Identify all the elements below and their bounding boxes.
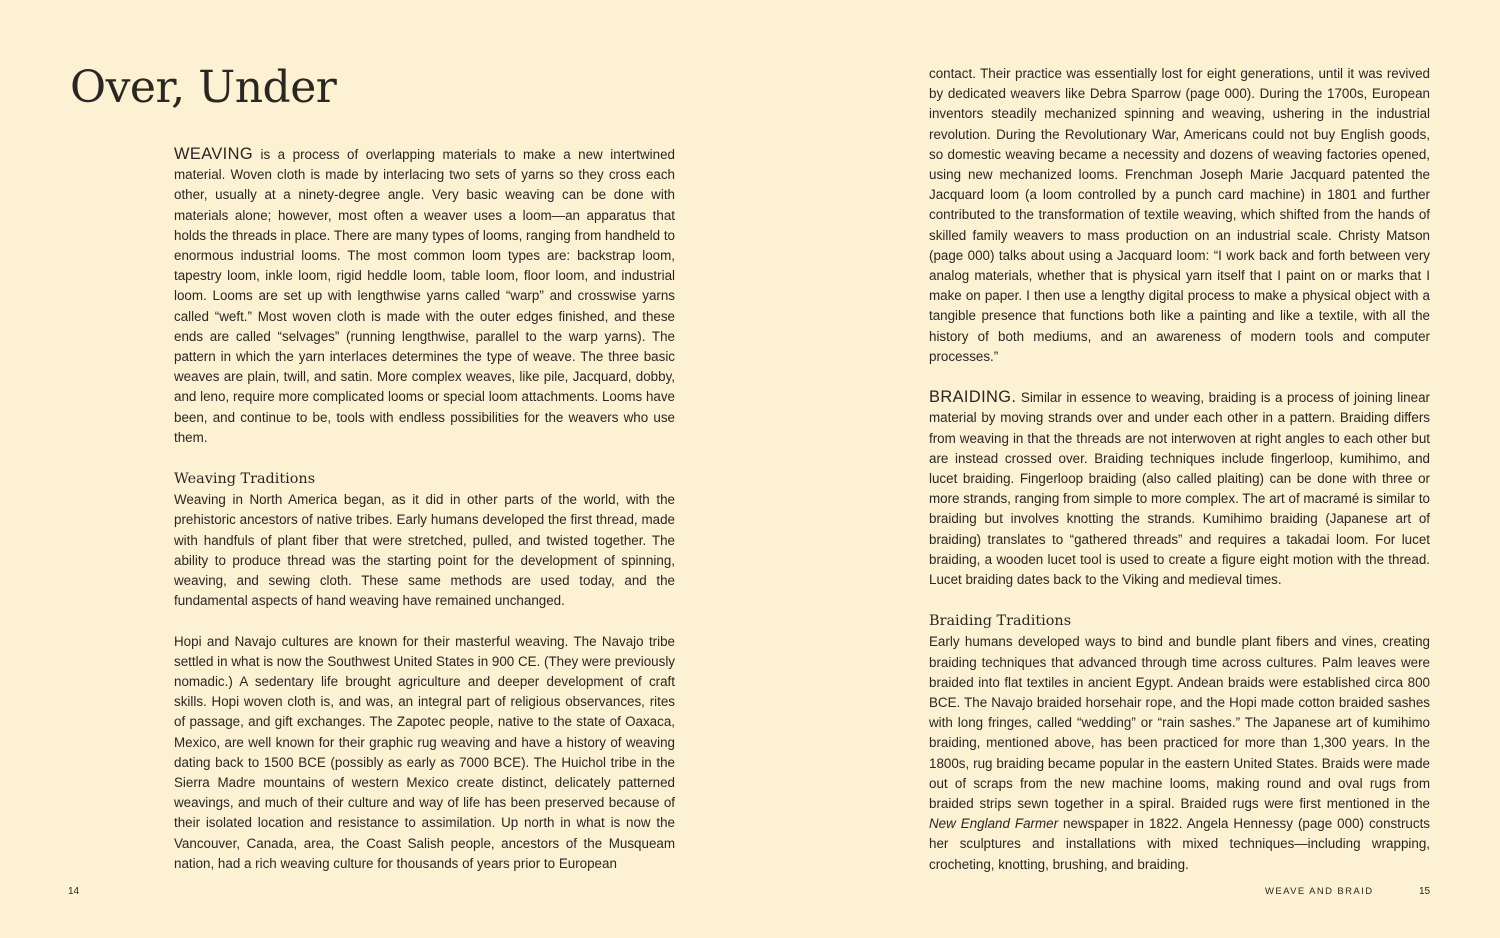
braiding-traditions-text-b: newspaper in 1822. Angela Hennessy (page 000) constructs her sculptures and installations with mixed techniques—including wrapping, crocheting, knotting, brushing, and braiding. [929, 816, 1430, 872]
braiding-lead-word: BRAIDING. [929, 388, 1017, 407]
right-page-column [929, 64, 1430, 875]
left-page-column [174, 144, 675, 874]
braiding-traditions-text-a: Early humans developed ways to bind and bundle plant fibers and vines, creating braiding techniques that advanced through time across cultures. Palm leaves were braided into flat textiles in ancient Egypt. Andean braids were established circa 800 BCE. The Navajo braided horsehair rope, and the Hopi made cotton braided sashes with long fringes, called “wedding” or “rain sashes.” The Japanese art of kumihimo braiding, mentioned above, has been practiced for more than 1,300 years. In the 1800s, rug braiding became popular in the eastern United States. Braids were made out of scraps from the new machine looms, making round and oval rugs from braided strips sewn together in a spiral. Braided rugs were first mentioned in the [929, 634, 1430, 812]
weaving-history-continued-paragraph: contact. Their practice was essentially lost for eight generations, until it was revived by dedicated weavers like Debra Sparrow (page 000). During the 1700s, European inventors steadily mechanized spinning and weaving, ushering in the industrial revolution. During the Revolutionary War, Americans could not buy English goods, so domestic weaving became a necessity and dozens of weaving factories opened, using new mechanized looms. Frenchman Joseph Marie Jacquard patented the Jacquard loom (a loom controlled by a punch card machine) in 1801 and further contributed to the transformation of textile weaving, which shifted from the hands of skilled family weavers to mass production on an industrial scale. Christy Matson (page 000) talks about using a Jacquard loom: “I work back and forth between very analog materials, whether that is physical yarn itself that I paint on or marks that I make on paper. I then use a lengthy digital process to make a physical object with a tangible presence that functions both like a painting and like a textile, with all the history of both mediums, and an awareness of modern tools and computer processes.” [929, 66, 1430, 364]
running-head: WEAVE AND BRAID [1265, 886, 1374, 897]
weaving-intro-paragraph [174, 144, 675, 448]
weaving-traditions-paragraph-2: Hopi and Navajo cultures are known for their masterful weaving. The Navajo tribe settled in what is now the Southwest United States in 900 CE. (They were previously nomadic.) A sedentary life brought agriculture and deeper development of craft skills. Hopi woven cloth is, and was, an integral part of religious observances, rites of passage, and gift exchanges. The Zapotec people, native to the state of Oaxaca, Mexico, are well known for their graphic rug weaving and have a history of weaving dating back to 1500 BCE (possibly as early as 7000 BCE). The Huichol tribe in the Sierra Madre mountains of western Mexico create distinct, delicately patterned weavings, and much of their culture and way of life has been preserved because of their isolated location and resistance to assimilation. Up north in what is now the Vancouver, Canada, area, the Coast Salish people, ancestors of the Musqueam nation, had a rich weaving culture for thousands of years prior to European [174, 633, 675, 871]
newspaper-title-italic: New England Farmer [929, 816, 1059, 832]
left-page-number: 14 [68, 886, 80, 897]
braiding-traditions-paragraph [929, 632, 1430, 874]
braiding-traditions-heading: Braiding Traditions [929, 613, 1072, 630]
right-page-number: 15 [1419, 886, 1431, 897]
braiding-intro-text: Similar in essence to weaving, braiding is a process of joining linear material by moving strands over and under each other in a pattern. Braiding differs from weaving in that the threads are not interwoven at right angles to each other but are instead crossed over. Braiding techniques include fingerloop, kumihimo, and lucet braiding. Fingerloop braiding (also called plaiting) can be done with three or more strands, ranging from simple to more complex. The art of macramé is similar to braiding but involves knotting the strands. Kumihimo braiding (Japanese art of braiding) translates to “gathered threads” and requires a takadai loom. For lucet braiding, a wooden lucet tool is used to create a figure eight motion with the thread. Lucet braiding dates back to the Viking and medieval times. [929, 390, 1430, 588]
weaving-intro-text: is a process of overlapping materials to make a new intertwined material. Woven cloth is made by interlacing two sets of yarns so they cross each other, usually at a ninety-degree angle. Very basic weaving can be done with materials alone; however, most often a weaver uses a loom—an apparatus that holds the threads in place. There are many types of looms, ranging from handheld to enormous industrial looms. The most common loom types are: backstrap loom, tapestry loom, inkle loom, rigid heddle loom, table loom, floor loom, and industrial loom. Looms are set up with lengthwise yarns called “warp” and crosswise yarns called “weft.” Most woven cloth is made with the outer edges finished, and these ends are called “selvages” (running lengthwise, parallel to the warp yarns). The pattern in which the yarn interlaces determines the type of weave. The three basic weaves are plain, twill, and satin. More complex weaves, like pile, Jacquard, dobby, and leno, require more complicated looms or special loom attachments. Looms have been, and continue to be, tools with endless possibilities for the weavers who use them. [174, 147, 675, 445]
braiding-intro-paragraph [929, 387, 1430, 590]
weaving-lead-word: WEAVING [174, 145, 253, 163]
weaving-traditions-paragraph-1: Weaving in North America began, as it did in other parts of the world, with the prehistoric ancestors of native tribes. Early humans developed the first thread, made with handfuls of plant fiber that were stretched, pulled, and twisted together. The ability to produce thread was the starting point for the development of spinning, weaving, and sewing cloth. These same methods are used today, and the fundamental aspects of hand weaving have remained unchanged. [174, 492, 675, 609]
weaving-traditions-heading: Weaving Traditions [174, 471, 316, 488]
page-title: Over, Under [70, 62, 337, 113]
